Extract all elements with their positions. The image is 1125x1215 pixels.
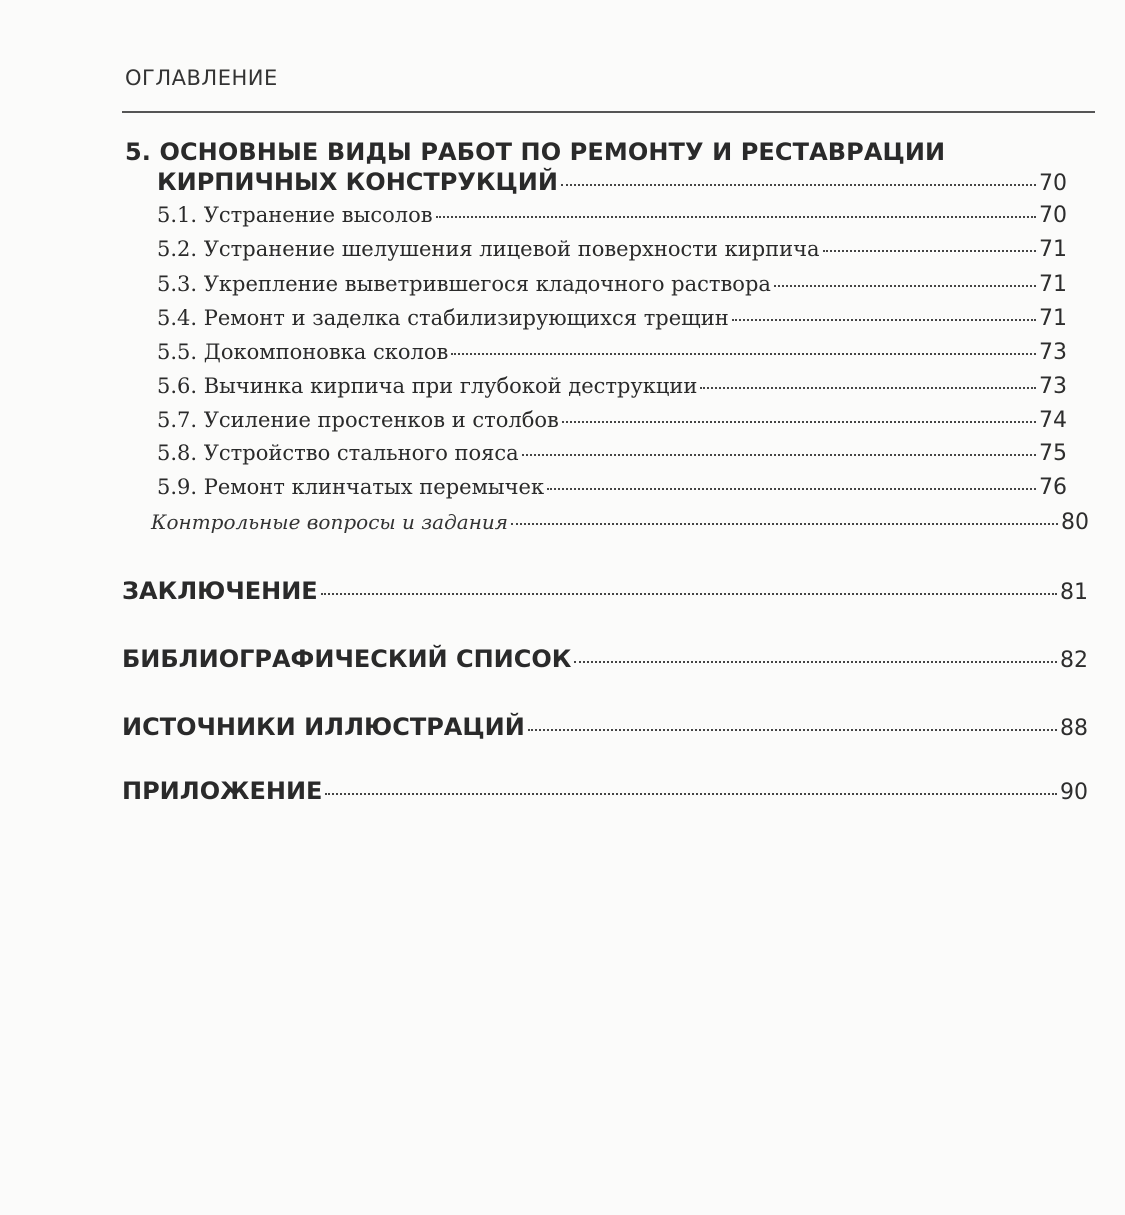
dot-leader bbox=[562, 421, 1036, 423]
dot-leader bbox=[436, 216, 1036, 218]
page-number: 70 bbox=[1039, 171, 1067, 196]
section-title: 5.5. Докомпоновка сколов bbox=[157, 340, 449, 364]
section-title: 5.4. Ремонт и заделка стабилизирующихся трещин bbox=[157, 306, 729, 330]
dot-leader bbox=[511, 523, 1058, 525]
toc-entry-section[interactable] bbox=[157, 203, 1067, 228]
dot-leader bbox=[325, 793, 1057, 795]
dot-leader bbox=[561, 184, 1036, 186]
chapter-title-line2: КИРПИЧНЫХ КОНСТРУКЦИЙ bbox=[157, 168, 558, 196]
dot-leader bbox=[451, 353, 1036, 355]
page-number: 71 bbox=[1039, 272, 1067, 297]
page-number: 70 bbox=[1039, 203, 1067, 228]
toc-entry-chapter-5[interactable] bbox=[157, 168, 1067, 196]
toc-entry-section[interactable] bbox=[157, 340, 1067, 365]
toc-entry-illustration-sources[interactable] bbox=[122, 713, 1088, 741]
toc-entry-section[interactable] bbox=[157, 441, 1067, 466]
toc-entry-appendix[interactable] bbox=[122, 777, 1088, 805]
dot-leader bbox=[321, 593, 1057, 595]
page-number: 81 bbox=[1060, 580, 1088, 605]
dot-leader bbox=[547, 488, 1036, 490]
toc-entry-section[interactable] bbox=[157, 374, 1067, 399]
major-title: ЗАКЛЮЧЕНИЕ bbox=[122, 577, 318, 605]
dot-leader bbox=[574, 661, 1057, 663]
section-title: 5.3. Укрепление выветрившегося кладочного раствора bbox=[157, 272, 771, 296]
dot-leader bbox=[774, 285, 1036, 287]
dot-leader bbox=[522, 454, 1036, 456]
section-title: 5.7. Усиление простенков и столбов bbox=[157, 408, 559, 432]
chapter-title-line1: 5. ОСНОВНЫЕ ВИДЫ РАБОТ ПО РЕМОНТУ И РЕСТАВРАЦИИ bbox=[125, 138, 946, 166]
toc-entry-bibliography[interactable] bbox=[122, 645, 1088, 673]
page-number: 90 bbox=[1060, 780, 1088, 805]
page-number: 82 bbox=[1060, 648, 1088, 673]
toc-entry-section[interactable] bbox=[157, 272, 1067, 297]
dot-leader bbox=[528, 729, 1057, 731]
section-title: 5.1. Устранение высолов bbox=[157, 203, 433, 227]
major-title: ПРИЛОЖЕНИЕ bbox=[122, 777, 323, 805]
page-number: 80 bbox=[1061, 510, 1089, 535]
page-number: 74 bbox=[1039, 408, 1067, 433]
running-head-title: ОГЛАВЛЕНИЕ bbox=[125, 66, 278, 90]
toc-entry-section[interactable] bbox=[157, 475, 1067, 500]
page-number: 71 bbox=[1039, 237, 1067, 262]
section-title: 5.8. Устройство стального пояса bbox=[157, 441, 519, 465]
section-title: 5.2. Устранение шелушения лицевой поверхности кирпича bbox=[157, 237, 820, 261]
page-number: 73 bbox=[1039, 374, 1067, 399]
page-number: 88 bbox=[1060, 716, 1088, 741]
toc-entry-section[interactable] bbox=[157, 408, 1067, 433]
dot-leader bbox=[700, 387, 1036, 389]
dot-leader bbox=[732, 319, 1036, 321]
page-number: 73 bbox=[1039, 340, 1067, 365]
toc-entry-conclusion[interactable] bbox=[122, 577, 1088, 605]
toc-entry-questions[interactable] bbox=[151, 510, 1089, 535]
section-title: 5.9. Ремонт клинчатых перемычек bbox=[157, 475, 545, 499]
major-title: ИСТОЧНИКИ ИЛЛЮСТРАЦИЙ bbox=[122, 713, 525, 741]
toc-entry-section[interactable] bbox=[157, 306, 1067, 331]
page-number: 75 bbox=[1039, 441, 1067, 466]
major-title: БИБЛИОГРАФИЧЕСКИЙ СПИСОК bbox=[122, 645, 572, 673]
page-number: 76 bbox=[1039, 475, 1067, 500]
questions-title: Контрольные вопросы и задания bbox=[151, 510, 509, 534]
dot-leader bbox=[823, 250, 1036, 252]
page-number: 71 bbox=[1039, 306, 1067, 331]
toc-entry-section[interactable] bbox=[157, 237, 1067, 262]
section-title: 5.6. Вычинка кирпича при глубокой деструкции bbox=[157, 374, 698, 398]
